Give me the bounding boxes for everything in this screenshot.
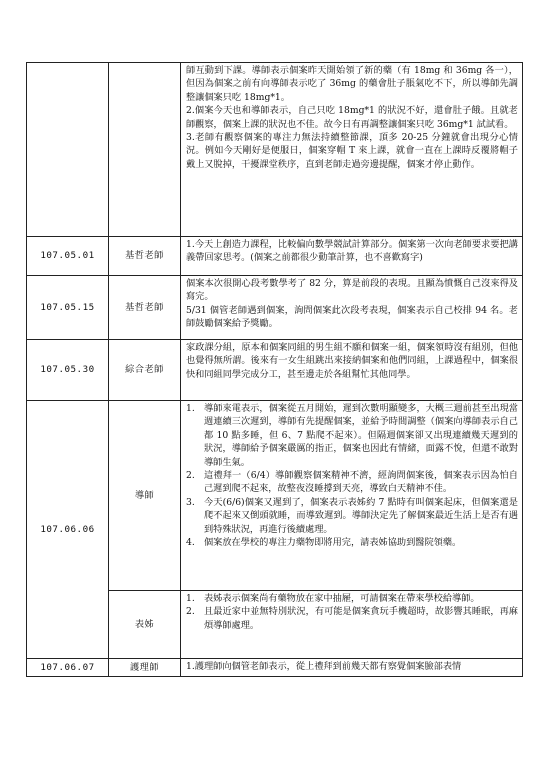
numbered-list (186, 592, 518, 632)
table-row (27, 276, 523, 340)
content-cell (181, 659, 523, 677)
content-cell (181, 401, 523, 591)
date-cell (27, 63, 109, 237)
content-paragraph: 2.個案今天也和導師表示，自己只吃 18mg*1 的狀況不好，還會肚子餓。且就老師觀察，個案上課的狀況也不佳。故今日有再調整讓個案只吃 36mg*1 試試看。 (186, 105, 518, 130)
staff-cell: 護理師 (109, 659, 181, 677)
staff-cell: 基哲老師 (109, 237, 181, 276)
content-paragraph: 3.老師有觀察個案的專注力無法持續整節課，頂多 20-25 分鐘就會出現分心情況。例如今天剛好是便服日，個案穿帽 T 來上課，就會一直在上課時反覆將帽子戴上又脫掉，干擾課堂秩序，直到老師走過旁邊提醒，個案才停止動作。 (186, 132, 518, 170)
list-item: 3. 今天(6/6)個案又遲到了，個案表示表姊約 7 點時有叫個案起床，但個案還是爬不起來又倒頭就睡，而導致遲到。導師決定先了解個案最近生活上是否有遇到特殊狀況，再進行後續處理。 (186, 496, 518, 535)
list-item: 2. 且最近家中並無特別狀況，有可能是個案貪玩手機超時，故影響其睡眠，再麻煩導師處理。 (186, 606, 518, 631)
date-cell: 107.06.06 (27, 401, 109, 659)
list-item: 1. 導師來電表示，個案從五月開始，遲到次數明顯變多，大概三週前甚至出現當週連續三次遲到，導師有先提醒個案，並給予時間調整（個案向導師表示自己都 10 點多睡，但 6、7 點爬不起來）。但隔週個案卻又出現連續幾天遲到的狀況，導師給予個案嚴厲的指正，個案也因此有情緒，面露不悅，但還不敢對導師生氣。 (186, 403, 518, 468)
counseling-log-table (26, 62, 523, 677)
table-row (27, 401, 523, 591)
date-cell: 107.05.30 (27, 340, 109, 401)
content-cell (181, 591, 523, 659)
table-row (27, 659, 523, 677)
record-page (26, 62, 522, 677)
list-item: 1. 表姊表示個案尚有藥物放在家中抽屜，可請個案在帶來學校給導師。 (186, 593, 480, 604)
numbered-list (186, 402, 518, 549)
content-paragraph: 1.護理師向個管老師表示，從上禮拜到前幾天都有察覺個案臉部表情 (186, 661, 462, 672)
staff-cell (109, 63, 181, 237)
date-cell: 107.06.07 (27, 659, 109, 677)
content-paragraph: 個案本次很開心段考數學考了 82 分，算是前段的表現。且顯為憤慨自己沒來得及寫完。 (186, 278, 518, 303)
content-cell (181, 340, 523, 401)
list-item: 4. 個案放在學校的專注力藥物即將用完，請表姊協助到醫院領藥。 (186, 537, 462, 549)
staff-cell: 表姊 (109, 591, 181, 659)
content-cell (181, 63, 523, 237)
table-row (27, 63, 523, 237)
date-cell: 107.05.01 (27, 237, 109, 276)
staff-cell: 基哲老師 (109, 276, 181, 340)
content-paragraph: 1.今天上創造力課程，比較偏向數學競試計算部分。個案第一次向老師要求要把講義帶回家思考。(個案之前都很少動筆計算，也不喜歡寫字) (186, 239, 518, 264)
date-cell: 107.05.15 (27, 276, 109, 340)
content-paragraph: 家政課分組，原本和個案同組的男生組不願和個案一組，個案領時沒有組別，但他也覺得無所謂。後來有一女生組跳出來接納個案和他們同組，上課過程中，個案很快和同組同學完成分工，甚至邊走於各組幫忙其他同學。 (186, 342, 518, 380)
list-item: 2. 這禮拜一（6/4）導師觀察個案精神不濟，經詢問個案後，個案表示因為怕自己遲到爬不起來，故整夜沒睡撐到天亮，導致白天精神不佳。 (186, 470, 518, 495)
staff-cell: 導師 (109, 401, 181, 591)
content-cell (181, 276, 523, 340)
content-cell (181, 237, 523, 276)
content-paragraph: 5/31 個管老師遇到個案，詢問個案此次段考表現，個案表示自己校排 94 名。老師鼓勵個案給予獎勵。 (186, 304, 518, 330)
table-row (27, 340, 523, 401)
table-row (27, 237, 523, 276)
content-paragraph: 師互動到下課。導師表示個案昨天開始領了新的藥（有 18mg 和 36mg 各一），但因為個案之前有向導師表示吃了 36mg 的藥會肚子脹氣吃不下，所以導師先調整讓個案只吃 18mg*1。 (186, 65, 518, 103)
staff-cell: 綜合老師 (109, 340, 181, 401)
